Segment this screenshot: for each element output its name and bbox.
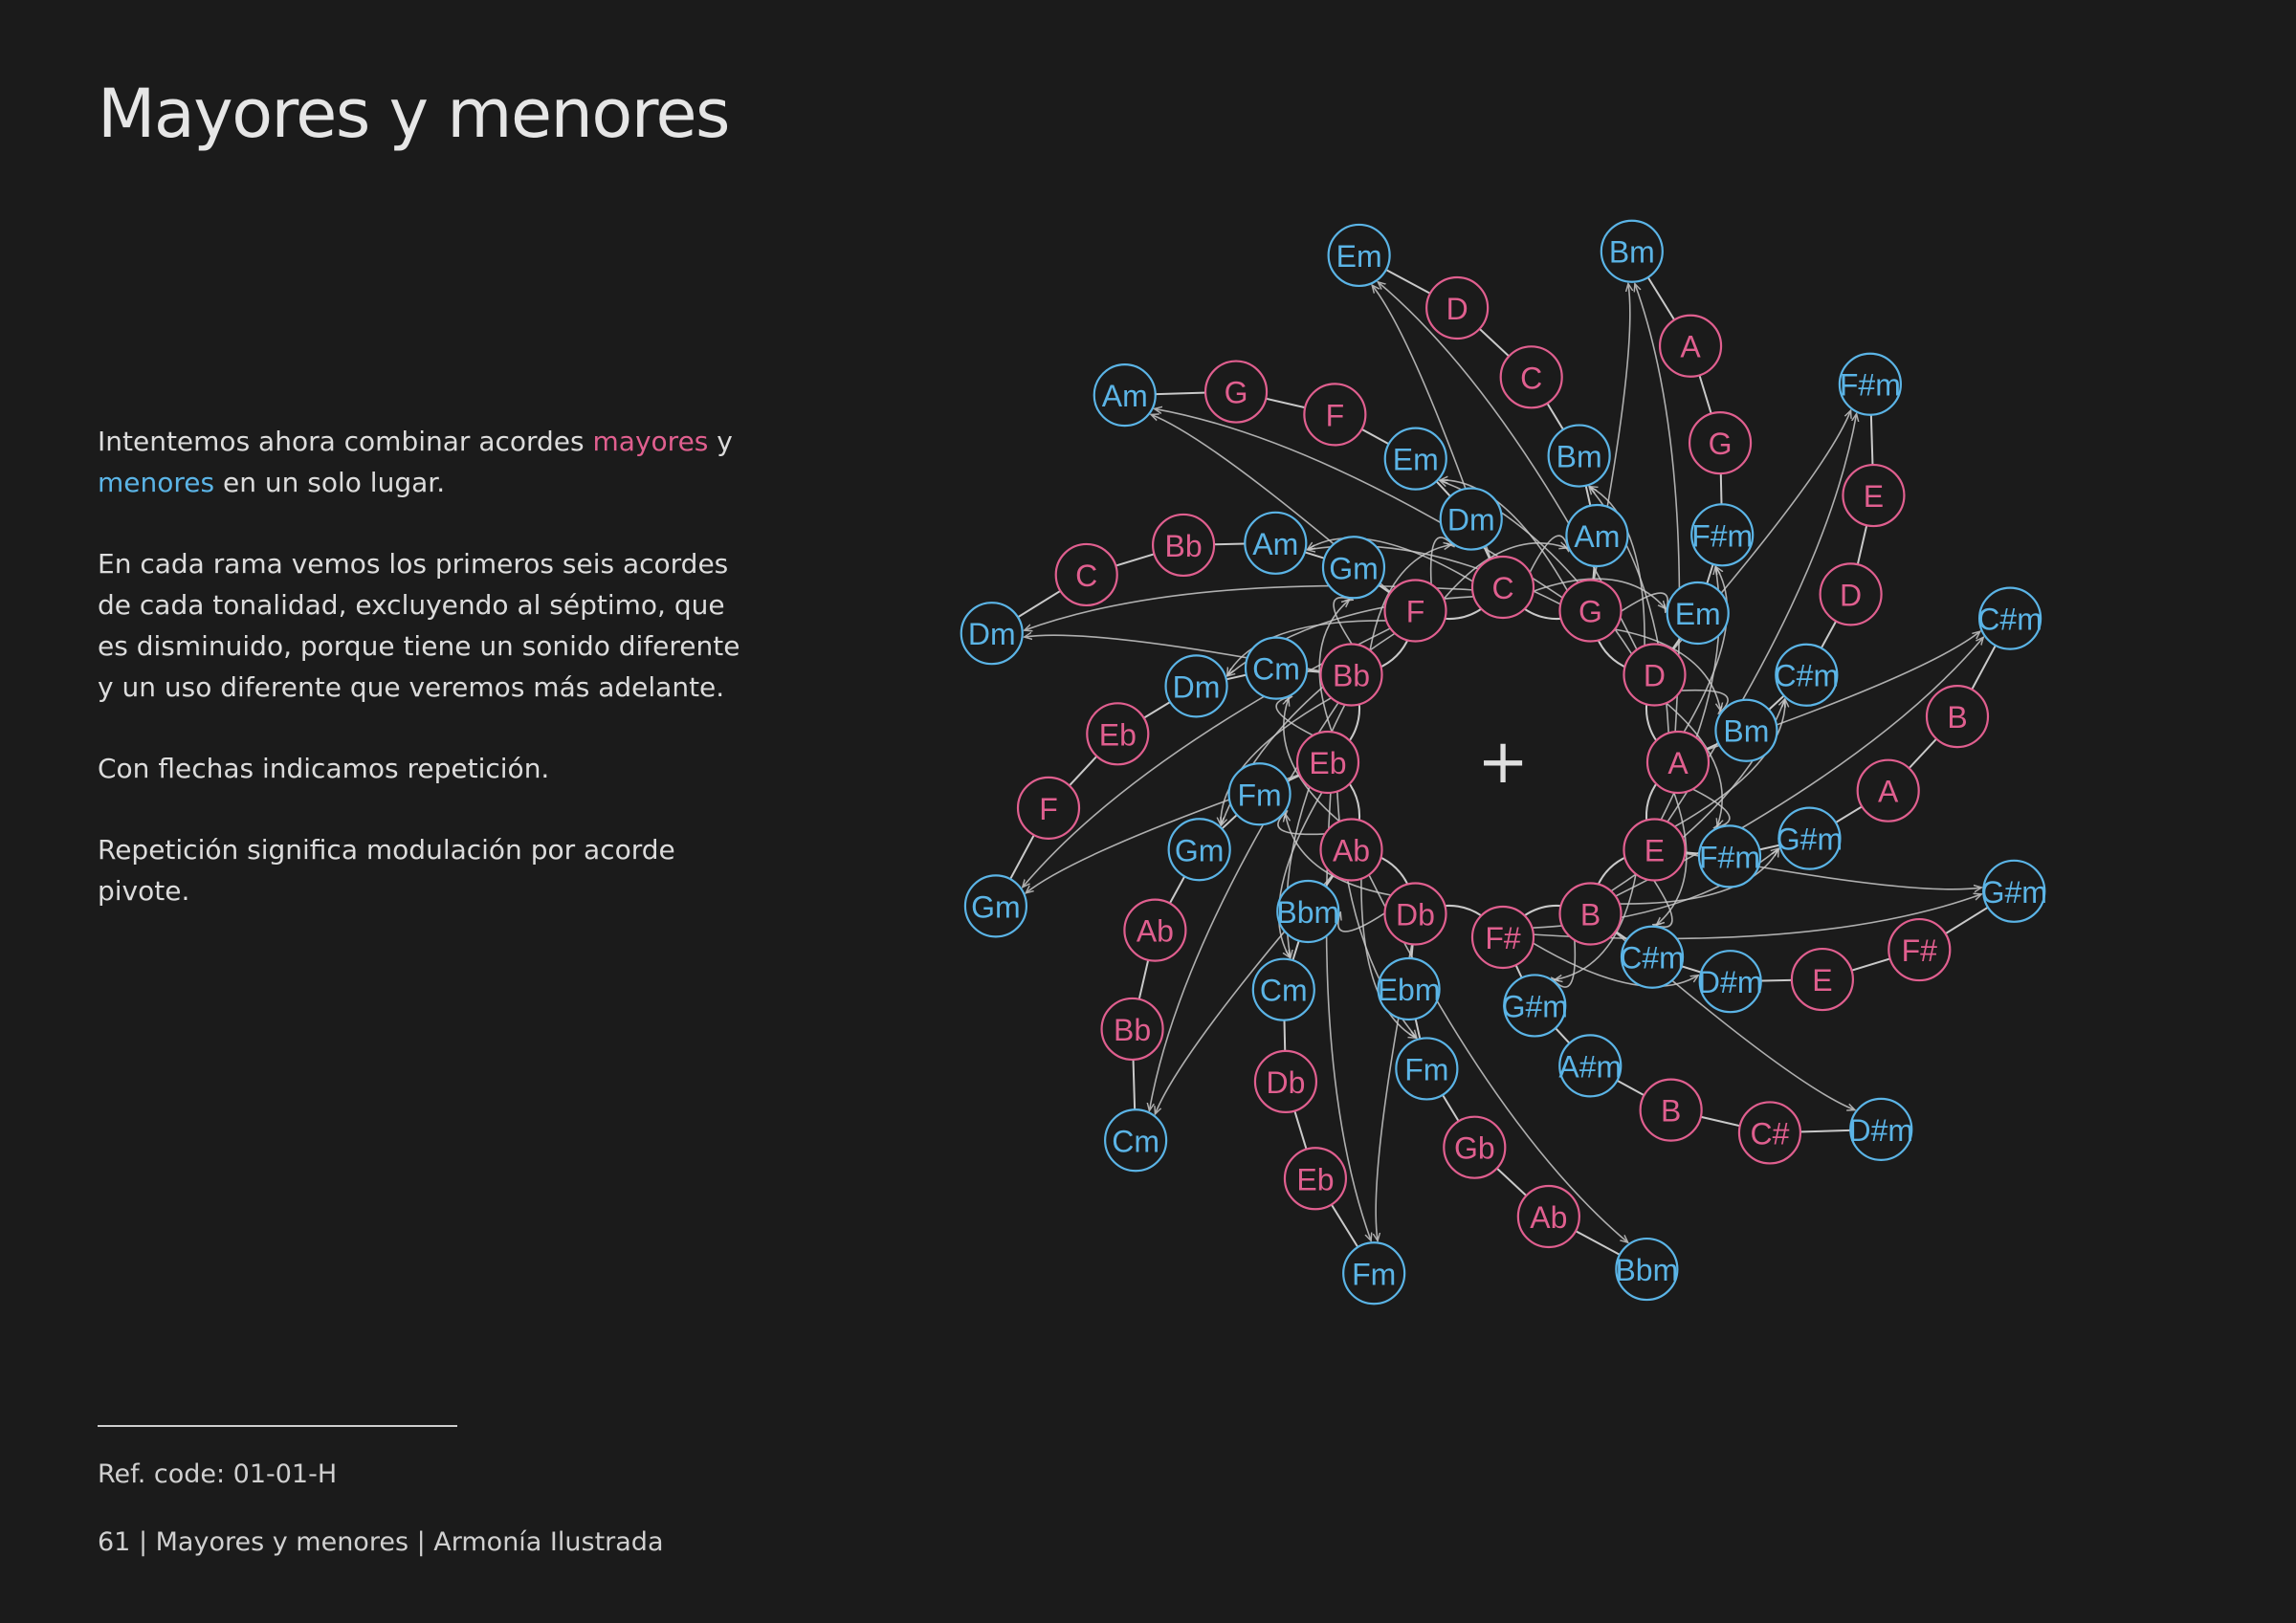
chord-label: Bbm [1615, 1253, 1679, 1288]
chord-label: F# [1901, 933, 1937, 969]
chord-label: Ab [1136, 913, 1174, 949]
chord-label: G [1224, 375, 1248, 410]
chord-label: Eb [1296, 1162, 1335, 1197]
chord-node-a [1858, 760, 1919, 822]
chord-label: D#m [1848, 1112, 1914, 1148]
chord-label: Eb [1098, 717, 1137, 753]
chord-node-em [1667, 582, 1729, 644]
chord-label: Gm [1174, 833, 1225, 868]
chord-node-a-sharpm [1558, 1035, 1622, 1096]
chord-label: Fm [1404, 1052, 1449, 1087]
chord-node-am [1245, 513, 1306, 574]
chord-node-f-sharpm [1691, 504, 1753, 565]
chord-label: Ab [1530, 1199, 1568, 1235]
chord-node-gm [965, 875, 1027, 936]
chord-node-fm [1343, 1242, 1404, 1304]
chord-node-g-sharpm [1777, 808, 1843, 869]
chord-node-f-sharp [1472, 907, 1534, 968]
chord-node-d [1426, 277, 1488, 339]
chord-label: Am [1252, 526, 1299, 561]
chord-node-cm [1105, 1109, 1166, 1171]
chord-label: D [1446, 292, 1468, 327]
page-footer: 61 | Mayores y menores | Armonía Ilustrada [98, 1527, 664, 1557]
chord-node-g [1689, 412, 1751, 473]
chord-label: E [1644, 833, 1666, 868]
chord-node-cm [1246, 638, 1307, 699]
chord-label: B [1660, 1093, 1682, 1129]
chord-label: Am [1101, 379, 1148, 414]
chord-node-db [1255, 1051, 1316, 1112]
chord-node-dm [1166, 655, 1227, 716]
chord-label: Gb [1453, 1130, 1495, 1166]
chord-node-cm [1253, 959, 1314, 1020]
chord-node-ab [1321, 820, 1382, 881]
chord-node-e [1623, 820, 1685, 881]
chord-label: F#m [1691, 518, 1754, 554]
chord-node-am [1094, 364, 1156, 426]
chord-label: F [1325, 398, 1345, 433]
chord-label: Bb [1332, 658, 1371, 693]
chord-node-f [1385, 581, 1446, 642]
chord-label: Bb [1164, 528, 1203, 563]
chord-node-d [1623, 645, 1685, 706]
chord-node-bm [1601, 221, 1663, 282]
chord-label: A#m [1558, 1049, 1623, 1085]
intro-text: Intentemos ahora combinar acordes [98, 426, 593, 457]
chord-label: B [1579, 897, 1601, 932]
chord-label: G#m [1980, 874, 2047, 910]
chord-node-f-sharpm [1699, 825, 1760, 887]
chord-node-em [1329, 225, 1390, 286]
chord-node-g-sharpm [1502, 975, 1568, 1036]
chord-label: Bbm [1276, 895, 1340, 931]
chord-label: D [1840, 578, 1863, 613]
chord-node-c-sharp [1739, 1102, 1800, 1163]
chord-label: A [1667, 746, 1689, 780]
chord-label: Gm [971, 889, 1021, 925]
chord-label: F#m [1839, 367, 1901, 403]
chord-label: Bm [1556, 439, 1602, 474]
mayores-highlight: mayores [592, 426, 709, 457]
ref-code: Ref. code: 01-01-H [98, 1459, 338, 1489]
chord-node-bb [1102, 998, 1163, 1060]
chord-node-b [1641, 1080, 1702, 1141]
chord-node-a [1660, 316, 1721, 377]
chord-label: Db [1396, 897, 1435, 932]
chord-label: Eb [1309, 746, 1347, 780]
chord-label: Cm [1259, 973, 1308, 1008]
chord-label: D#m [1697, 965, 1763, 1000]
chord-label: F [1405, 594, 1425, 629]
chord-node-c [1056, 544, 1117, 605]
chord-label: C# [1750, 1116, 1790, 1151]
chord-node-fm [1229, 763, 1291, 824]
chord-node-fm [1396, 1038, 1457, 1099]
menores-highlight: menores [98, 467, 215, 498]
chord-node-db [1385, 883, 1446, 944]
chord-node-dm [1441, 489, 1502, 550]
chord-label: C [1520, 361, 1543, 396]
chord-label: Bb [1113, 1012, 1152, 1047]
chord-label: F [1039, 791, 1058, 826]
chord-node-f [1304, 384, 1365, 445]
chord-node-em [1385, 428, 1446, 490]
page-title: Mayores y menores [98, 75, 729, 153]
chord-node-e [1843, 465, 1904, 526]
chord-label: D [1643, 658, 1667, 693]
chord-node-g-sharpm [1981, 861, 2047, 922]
chord-node-g [1560, 581, 1622, 642]
intro-text-end: en un solo lugar. [214, 467, 446, 498]
chord-label: F# [1485, 921, 1521, 955]
chord-label: C [1075, 558, 1098, 593]
chord-node-bm [1549, 426, 1610, 487]
chord-label: G#m [1776, 822, 1843, 857]
chord-node-d [1821, 563, 1882, 625]
chord-node-d-sharpm [1698, 951, 1763, 1012]
chord-label: Am [1574, 519, 1621, 555]
chord-label: E [1812, 963, 1833, 998]
chord-node-b [1927, 686, 1988, 747]
chord-node-b [1560, 883, 1622, 944]
chord-node-eb [1285, 1148, 1346, 1209]
chord-node-c-sharpm [1620, 927, 1685, 988]
intro-text-middle: y [708, 426, 733, 457]
chord-label: Ab [1332, 833, 1371, 868]
chord-label: C#m [1620, 940, 1685, 976]
chord-label: Em [1336, 238, 1382, 274]
paragraph-arrows: Con flechas indicamos repetición. [98, 753, 550, 784]
chord-node-f-sharpm [1840, 354, 1901, 415]
chord-label: Bm [1723, 713, 1770, 749]
chord-node-c-sharpm [1775, 645, 1840, 706]
chord-label: A [1878, 774, 1899, 809]
chord-label: C [1491, 571, 1514, 605]
chord-node-c [1472, 557, 1534, 618]
chord-node-c-sharpm [1977, 588, 2042, 649]
paragraph-repetition: Repetición significa modulación por acorde pivote. [98, 834, 675, 907]
chord-node-eb [1297, 732, 1358, 793]
chord-node-dm [961, 603, 1023, 664]
chord-label: Dm [1172, 669, 1221, 705]
chord-label: Cm [1252, 651, 1300, 687]
chord-label: Dm [1446, 502, 1495, 537]
chord-label: F#m [1698, 840, 1760, 875]
chord-label: C#m [1774, 658, 1840, 693]
chord-node-am [1566, 505, 1627, 566]
chord-node-bb [1153, 515, 1214, 576]
chord-node-gb [1444, 1117, 1505, 1178]
chord-label: E [1863, 479, 1885, 515]
chord-node-eb [1087, 703, 1148, 764]
chord-label: G [1708, 427, 1733, 462]
chord-node-gm [1169, 819, 1230, 880]
chord-node-g [1205, 362, 1267, 423]
chord-label: Bm [1608, 234, 1655, 270]
chord-node-ebm [1378, 958, 1441, 1020]
chord-node-e [1792, 949, 1853, 1010]
chord-node-c [1501, 346, 1562, 407]
chord-label: Dm [967, 617, 1016, 652]
chord-node-d-sharpm [1848, 1099, 1913, 1160]
chord-label: G#m [1501, 989, 1568, 1024]
chord-node-gm [1323, 537, 1384, 598]
center-marker: + [1477, 727, 1529, 798]
chord-label: Cm [1112, 1124, 1159, 1159]
chord-label: Em [1674, 596, 1721, 631]
chord-label: G [1578, 594, 1602, 629]
chord-label: B [1947, 700, 1968, 735]
chord-node-bm [1715, 700, 1777, 761]
paragraph-branches: En cada rama vemos los primeros seis acordes de cada tonalidad, excluyendo al séptimo, que es disminuido, porque tiene un sonido diferente y un uso diferente que veremos más adelante. [98, 548, 740, 703]
chord-label: C#m [1977, 602, 2042, 637]
chord-node-ab [1124, 900, 1185, 961]
chord-node-f-sharp [1888, 919, 1950, 980]
chord-label: Gm [1329, 551, 1379, 586]
chord-label: Em [1392, 442, 1439, 477]
chord-node-bbm [1615, 1239, 1678, 1300]
chord-label: A [1680, 329, 1701, 364]
chord-node-ab [1518, 1186, 1579, 1247]
chord-node-f [1018, 778, 1079, 839]
chord-node-a [1647, 732, 1709, 793]
chord-node-bb [1321, 645, 1382, 706]
chord-label: Db [1266, 1064, 1306, 1100]
chord-label: Ebm [1377, 972, 1441, 1007]
chord-label: Fm [1352, 1257, 1397, 1292]
chord-node-bbm [1276, 881, 1339, 942]
chord-label: Fm [1237, 778, 1282, 813]
